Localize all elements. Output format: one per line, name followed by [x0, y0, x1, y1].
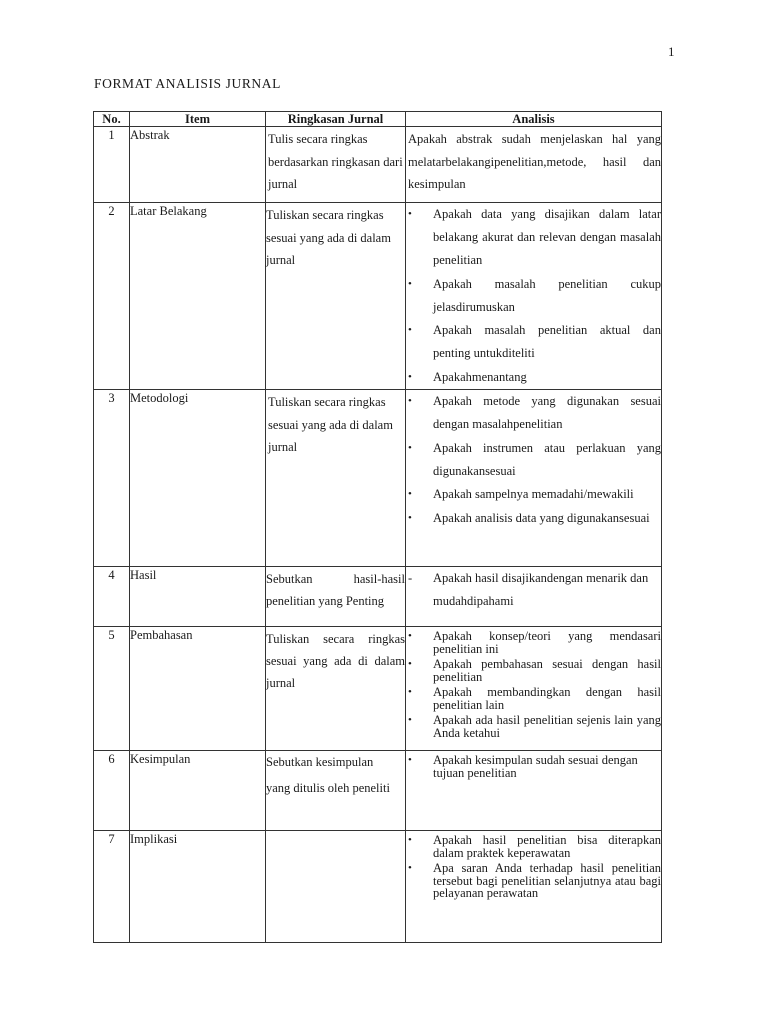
- analisis-list: [406, 754, 661, 779]
- table-row: [94, 127, 662, 203]
- analisis-list: [406, 630, 661, 739]
- row-item: Abstrak: [130, 127, 266, 203]
- header-no: No.: [94, 112, 130, 127]
- list-item: • Apakah data yang disajikan dalam latar belakang akurat dan relevan dengan masalah penelitian: [406, 203, 661, 272]
- row-ringkasan: [266, 751, 406, 831]
- row-analisis: [406, 567, 662, 627]
- analisis-list: [406, 390, 661, 530]
- analisis-list: [406, 203, 661, 389]
- table-row: [94, 203, 662, 390]
- ringkasan-text: Tuliskan secara ringkas sesuai yang ada di dalam jurnal: [266, 208, 391, 267]
- row-analisis: [406, 390, 662, 567]
- list-item: • Apakah metode yang digunakan sesuai dengan masalahpenelitian: [406, 390, 661, 436]
- header-ringkasan: Ringkasan Jurnal: [266, 112, 406, 127]
- row-item: Pembahasan: [130, 627, 266, 751]
- row-analisis: [406, 203, 662, 390]
- document-title: FORMAT ANALISIS JURNAL: [94, 76, 281, 91]
- page-number: 1: [668, 44, 675, 59]
- table-row: [94, 567, 662, 627]
- analysis-table: [93, 111, 662, 943]
- list-item: • Apakah masalah penelitian aktual dan penting untukditeliti: [406, 319, 661, 365]
- list-item: • Apakah masalah penelitian cukup jelasdirumuskan: [406, 273, 661, 319]
- row-item: Kesimpulan: [130, 751, 266, 831]
- row-item: Hasil: [130, 567, 266, 627]
- row-analisis: [406, 831, 662, 943]
- row-number: 4: [94, 567, 130, 627]
- row-number: 1: [94, 127, 130, 203]
- row-ringkasan: [266, 831, 406, 943]
- analisis-text: Apakah abstrak sudah menjelaskan hal yang melatarbelakangipenelitian,metode, hasil dan kesimpulan: [408, 132, 661, 191]
- row-number: 2: [94, 203, 130, 390]
- row-ringkasan: [266, 627, 406, 751]
- ringkasan-text: Sebutkan hasil-hasil penelitian yang Penting: [266, 572, 405, 608]
- row-item: Implikasi: [130, 831, 266, 943]
- row-analisis: [406, 127, 662, 203]
- header-item: Item: [130, 112, 266, 127]
- header-analisis: Analisis: [406, 112, 662, 127]
- row-analisis: [406, 627, 662, 751]
- list-item: • Apakahmenantang: [406, 366, 661, 389]
- row-number: 6: [94, 751, 130, 831]
- list-item: • Apakah kesimpulan sudah sesuai dengan tujuan penelitian: [406, 754, 661, 779]
- list-item: • Apakah pembahasan sesuai dengan hasil penelitian: [406, 658, 661, 683]
- list-item: • Apakah instrumen atau perlakuan yang digunakansesuai: [406, 437, 661, 483]
- row-number: 7: [94, 831, 130, 943]
- analisis-list: [406, 834, 661, 900]
- list-item: • Apakah ada hasil penelitian sejenis lain yang Anda ketahui: [406, 714, 661, 739]
- row-ringkasan: [266, 390, 406, 567]
- list-item: • Apakah konsep/teori yang mendasari penelitian ini: [406, 630, 661, 655]
- row-analisis: [406, 751, 662, 831]
- ringkasan-text: Tuliskan secara ringkas sesuai yang ada di dalam jurnal: [268, 395, 393, 454]
- table-row: [94, 751, 662, 831]
- list-item: • Apakah hasil penelitian bisa diterapkan dalam praktek keperawatan: [406, 834, 661, 859]
- analisis-list: [406, 567, 661, 613]
- list-item: • Apakah analisis data yang digunakansesuai: [406, 507, 661, 530]
- list-item: • Apakah membandingkan dengan hasil penelitian lain: [406, 686, 661, 711]
- row-item: Metodologi: [130, 390, 266, 567]
- table-row: [94, 627, 662, 751]
- row-number: 3: [94, 390, 130, 567]
- ringkasan-text: Tulis secara ringkas berdasarkan ringkasan dari jurnal: [268, 132, 403, 191]
- row-ringkasan: [266, 127, 406, 203]
- row-number: 5: [94, 627, 130, 751]
- row-ringkasan: [266, 567, 406, 627]
- ringkasan-line: Sebutkan kesimpulan: [266, 755, 374, 769]
- list-item: • Apa saran Anda terhadap hasil penelitian tersebut bagi penelitian selanjutnya atau bagi pelayanan perawatan: [406, 862, 661, 900]
- row-item: Latar Belakang: [130, 203, 266, 390]
- list-item: - Apakah hasil disajikandengan menarik dan mudahdipahami: [406, 567, 661, 613]
- table-row: [94, 831, 662, 943]
- list-item: • Apakah sampelnya memadahi/mewakili: [406, 483, 661, 506]
- ringkasan-text: Tuliskan secara ringkas sesuai yang ada di dalam jurnal: [266, 632, 405, 690]
- ringkasan-text: yang ditulis oleh peneliti: [266, 781, 390, 795]
- row-ringkasan: [266, 203, 406, 390]
- table-row: [94, 390, 662, 567]
- table-header-row: [94, 112, 662, 127]
